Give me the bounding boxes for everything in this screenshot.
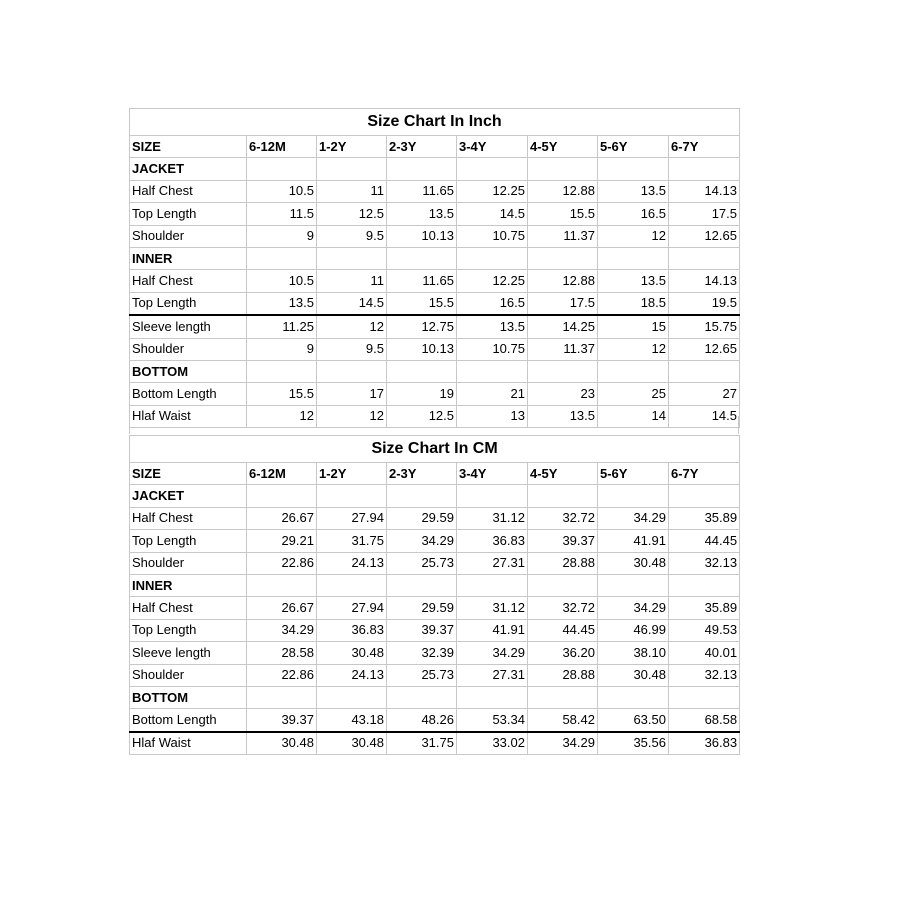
measurement-cell: 35.89	[669, 597, 740, 619]
measurement-cell	[317, 247, 387, 269]
measurement-cell: 11.65	[387, 270, 457, 292]
measurement-cell	[387, 360, 457, 382]
section-label: BOTTOM	[130, 360, 247, 382]
measurement-cell: 32.39	[387, 642, 457, 664]
measurement-cell: 11.5	[247, 203, 317, 225]
column-header-age: 4-5Y	[528, 136, 598, 158]
column-header-age: 5-6Y	[598, 463, 669, 485]
measurement-cell: 17	[317, 383, 387, 405]
chart-title-row	[130, 436, 740, 463]
measurement-cell: 12.88	[528, 270, 598, 292]
section-row	[130, 247, 740, 269]
measurement-cell: 9.5	[317, 225, 387, 247]
measurement-cell	[457, 574, 528, 596]
measurement-cell	[387, 686, 457, 708]
measurement-cell	[598, 360, 669, 382]
header-row	[130, 136, 740, 158]
table-row	[130, 732, 740, 755]
section-label: JACKET	[130, 158, 247, 180]
measurement-cell: 49.53	[669, 619, 740, 641]
measurement-cell: 24.13	[317, 552, 387, 574]
measurement-cell	[528, 574, 598, 596]
measurement-cell	[457, 158, 528, 180]
measurement-cell: 11.37	[528, 338, 598, 360]
row-label: Top Length	[130, 619, 247, 641]
measurement-cell	[669, 158, 740, 180]
measurement-cell: 34.29	[528, 732, 598, 755]
measurement-cell: 9	[247, 338, 317, 360]
measurement-cell: 12	[598, 225, 669, 247]
measurement-cell: 26.67	[247, 597, 317, 619]
measurement-cell: 36.20	[528, 642, 598, 664]
column-header-age: 6-12M	[247, 136, 317, 158]
measurement-cell: 23	[528, 383, 598, 405]
measurement-cell: 31.12	[457, 507, 528, 529]
measurement-cell: 38.10	[598, 642, 669, 664]
row-label: Sleeve length	[130, 315, 247, 338]
measurement-cell: 34.29	[598, 507, 669, 529]
measurement-cell: 30.48	[598, 664, 669, 686]
measurement-cell: 12	[598, 338, 669, 360]
measurement-cell: 18.5	[598, 292, 669, 315]
measurement-cell: 44.45	[528, 619, 598, 641]
measurement-cell: 32.72	[528, 597, 598, 619]
column-header-age: 2-3Y	[387, 463, 457, 485]
table-row	[130, 383, 740, 405]
measurement-cell: 30.48	[247, 732, 317, 755]
measurement-cell	[598, 686, 669, 708]
measurement-cell: 32.13	[669, 664, 740, 686]
measurement-cell: 34.29	[598, 597, 669, 619]
measurement-cell: 34.29	[247, 619, 317, 641]
row-label: Hlaf Waist	[130, 405, 247, 427]
measurement-cell	[528, 686, 598, 708]
column-header-age: 2-3Y	[387, 136, 457, 158]
column-header-age: 6-7Y	[669, 136, 740, 158]
size-chart-inch-body	[130, 109, 740, 428]
measurement-cell	[247, 247, 317, 269]
measurement-cell	[598, 247, 669, 269]
measurement-cell: 15.5	[247, 383, 317, 405]
section-label: INNER	[130, 574, 247, 596]
measurement-cell: 43.18	[317, 709, 387, 732]
section-label: JACKET	[130, 485, 247, 507]
measurement-cell: 28.88	[528, 664, 598, 686]
section-row	[130, 158, 740, 180]
row-label: Half Chest	[130, 180, 247, 202]
measurement-cell: 14.25	[528, 315, 598, 338]
measurement-cell: 32.13	[669, 552, 740, 574]
measurement-cell: 27.31	[457, 552, 528, 574]
section-row	[130, 360, 740, 382]
measurement-cell: 35.56	[598, 732, 669, 755]
measurement-cell: 15.5	[528, 203, 598, 225]
measurement-cell: 25	[598, 383, 669, 405]
table-row	[130, 338, 740, 360]
table-row	[130, 203, 740, 225]
measurement-cell: 28.58	[247, 642, 317, 664]
measurement-cell: 10.13	[387, 338, 457, 360]
measurement-cell: 29.59	[387, 597, 457, 619]
measurement-cell	[387, 247, 457, 269]
table-row	[130, 270, 740, 292]
section-row	[130, 686, 740, 708]
measurement-cell: 40.01	[669, 642, 740, 664]
row-label: Top Length	[130, 530, 247, 552]
measurement-cell: 27.94	[317, 597, 387, 619]
measurement-cell: 30.48	[598, 552, 669, 574]
header-row	[130, 463, 740, 485]
measurement-cell: 17.5	[669, 203, 740, 225]
measurement-cell: 39.37	[528, 530, 598, 552]
measurement-cell: 35.89	[669, 507, 740, 529]
measurement-cell	[317, 158, 387, 180]
row-label: Top Length	[130, 203, 247, 225]
measurement-cell: 12.65	[669, 338, 740, 360]
measurement-cell: 34.29	[387, 530, 457, 552]
measurement-cell	[247, 360, 317, 382]
measurement-cell: 31.75	[387, 732, 457, 755]
measurement-cell: 25.73	[387, 664, 457, 686]
column-header-age: 4-5Y	[528, 463, 598, 485]
table-row	[130, 642, 740, 664]
measurement-cell: 24.13	[317, 664, 387, 686]
row-label: Shoulder	[130, 664, 247, 686]
measurement-cell	[247, 485, 317, 507]
section-row	[130, 485, 740, 507]
column-header-age: 6-12M	[247, 463, 317, 485]
row-label: Half Chest	[130, 507, 247, 529]
measurement-cell: 9.5	[317, 338, 387, 360]
measurement-cell: 39.37	[387, 619, 457, 641]
measurement-cell: 30.48	[317, 642, 387, 664]
row-label: Hlaf Waist	[130, 732, 247, 755]
section-label: BOTTOM	[130, 686, 247, 708]
measurement-cell	[528, 158, 598, 180]
measurement-cell	[598, 574, 669, 596]
measurement-cell: 29.21	[247, 530, 317, 552]
measurement-cell: 13.5	[598, 180, 669, 202]
measurement-cell: 53.34	[457, 709, 528, 732]
section-label: INNER	[130, 247, 247, 269]
measurement-cell: 58.42	[528, 709, 598, 732]
measurement-cell: 10.5	[247, 180, 317, 202]
measurement-cell: 14.5	[669, 405, 740, 427]
table-row	[130, 180, 740, 202]
measurement-cell: 19	[387, 383, 457, 405]
table-row	[130, 315, 740, 338]
measurement-cell: 13.5	[387, 203, 457, 225]
measurement-cell	[247, 158, 317, 180]
measurement-cell	[528, 360, 598, 382]
measurement-cell: 25.73	[387, 552, 457, 574]
column-header-age: 1-2Y	[317, 136, 387, 158]
measurement-cell: 11	[317, 270, 387, 292]
measurement-cell: 39.37	[247, 709, 317, 732]
measurement-cell: 16.5	[457, 292, 528, 315]
measurement-cell: 14.5	[317, 292, 387, 315]
measurement-cell	[457, 485, 528, 507]
measurement-cell: 13.5	[528, 405, 598, 427]
measurement-cell: 13.5	[598, 270, 669, 292]
measurement-cell	[387, 158, 457, 180]
measurement-cell: 21	[457, 383, 528, 405]
measurement-cell: 32.72	[528, 507, 598, 529]
measurement-cell	[598, 158, 669, 180]
measurement-cell: 12	[317, 405, 387, 427]
section-row	[130, 574, 740, 596]
measurement-cell: 41.91	[598, 530, 669, 552]
table-row	[130, 552, 740, 574]
measurement-cell: 12.65	[669, 225, 740, 247]
measurement-cell: 68.58	[669, 709, 740, 732]
column-header-age: 5-6Y	[598, 136, 669, 158]
measurement-cell: 16.5	[598, 203, 669, 225]
row-label: Shoulder	[130, 225, 247, 247]
measurement-cell: 27.94	[317, 507, 387, 529]
measurement-cell	[247, 686, 317, 708]
measurement-cell	[387, 574, 457, 596]
measurement-cell: 33.02	[457, 732, 528, 755]
measurement-cell: 48.26	[387, 709, 457, 732]
measurement-cell	[457, 360, 528, 382]
table-row	[130, 597, 740, 619]
measurement-cell: 46.99	[598, 619, 669, 641]
measurement-cell: 10.5	[247, 270, 317, 292]
measurement-cell: 12.5	[387, 405, 457, 427]
measurement-cell	[528, 247, 598, 269]
measurement-cell	[669, 686, 740, 708]
measurement-cell: 11.37	[528, 225, 598, 247]
table-row	[130, 507, 740, 529]
measurement-cell: 22.86	[247, 552, 317, 574]
measurement-cell	[457, 247, 528, 269]
measurement-cell: 12.75	[387, 315, 457, 338]
measurement-cell: 17.5	[528, 292, 598, 315]
table-spacer-row	[129, 416, 739, 434]
measurement-cell: 9	[247, 225, 317, 247]
measurement-cell: 36.83	[457, 530, 528, 552]
measurement-cell: 34.29	[457, 642, 528, 664]
measurement-cell	[317, 686, 387, 708]
measurement-cell: 10.13	[387, 225, 457, 247]
measurement-cell: 41.91	[457, 619, 528, 641]
row-label: Half Chest	[130, 597, 247, 619]
measurement-cell: 27.31	[457, 664, 528, 686]
measurement-cell: 12.25	[457, 270, 528, 292]
measurement-cell	[317, 485, 387, 507]
measurement-cell: 14	[598, 405, 669, 427]
column-header-age: 1-2Y	[317, 463, 387, 485]
column-header-age: 6-7Y	[669, 463, 740, 485]
measurement-cell	[669, 360, 740, 382]
table-row	[130, 664, 740, 686]
measurement-cell: 13.5	[457, 315, 528, 338]
column-header-size: SIZE	[130, 463, 247, 485]
measurement-cell: 15.75	[669, 315, 740, 338]
chart-title: Size Chart In CM	[130, 436, 740, 463]
size-chart-cm-table	[129, 435, 740, 755]
measurement-cell	[669, 485, 740, 507]
column-header-size: SIZE	[130, 136, 247, 158]
measurement-cell: 19.5	[669, 292, 740, 315]
measurement-cell	[317, 360, 387, 382]
measurement-cell: 27	[669, 383, 740, 405]
measurement-cell	[528, 485, 598, 507]
measurement-cell: 11.65	[387, 180, 457, 202]
table-row	[130, 292, 740, 315]
row-label: Shoulder	[130, 338, 247, 360]
row-label: Bottom Length	[130, 709, 247, 732]
table-row	[130, 709, 740, 732]
measurement-cell	[669, 247, 740, 269]
table-row	[130, 530, 740, 552]
row-label: Top Length	[130, 292, 247, 315]
row-label: Sleeve length	[130, 642, 247, 664]
measurement-cell: 12	[247, 405, 317, 427]
column-header-age: 3-4Y	[457, 463, 528, 485]
measurement-cell: 12.25	[457, 180, 528, 202]
measurement-cell: 13.5	[247, 292, 317, 315]
measurement-cell: 36.83	[669, 732, 740, 755]
measurement-cell: 26.67	[247, 507, 317, 529]
measurement-cell: 11	[317, 180, 387, 202]
measurement-cell: 12.88	[528, 180, 598, 202]
measurement-cell: 12	[317, 315, 387, 338]
measurement-cell: 10.75	[457, 225, 528, 247]
measurement-cell: 14.13	[669, 270, 740, 292]
measurement-cell	[669, 574, 740, 596]
row-label: Shoulder	[130, 552, 247, 574]
measurement-cell	[317, 574, 387, 596]
measurement-cell: 31.75	[317, 530, 387, 552]
measurement-cell: 10.75	[457, 338, 528, 360]
measurement-cell: 31.12	[457, 597, 528, 619]
size-chart-inch-table	[129, 108, 740, 428]
measurement-cell: 13	[457, 405, 528, 427]
measurement-cell: 44.45	[669, 530, 740, 552]
row-label: Half Chest	[130, 270, 247, 292]
measurement-cell	[247, 574, 317, 596]
chart-title-row	[130, 109, 740, 136]
measurement-cell: 28.88	[528, 552, 598, 574]
measurement-cell: 36.83	[317, 619, 387, 641]
table-row	[130, 619, 740, 641]
measurement-cell: 12.5	[317, 203, 387, 225]
measurement-cell: 15.5	[387, 292, 457, 315]
measurement-cell: 22.86	[247, 664, 317, 686]
column-header-age: 3-4Y	[457, 136, 528, 158]
measurement-cell	[598, 485, 669, 507]
size-chart-cm-body	[130, 436, 740, 755]
measurement-cell: 14.13	[669, 180, 740, 202]
chart-title: Size Chart In Inch	[130, 109, 740, 136]
measurement-cell: 29.59	[387, 507, 457, 529]
measurement-cell	[387, 485, 457, 507]
measurement-cell: 30.48	[317, 732, 387, 755]
measurement-cell: 15	[598, 315, 669, 338]
table-row	[130, 225, 740, 247]
row-label: Bottom Length	[130, 383, 247, 405]
measurement-cell	[457, 686, 528, 708]
measurement-cell: 63.50	[598, 709, 669, 732]
measurement-cell: 14.5	[457, 203, 528, 225]
measurement-cell: 11.25	[247, 315, 317, 338]
